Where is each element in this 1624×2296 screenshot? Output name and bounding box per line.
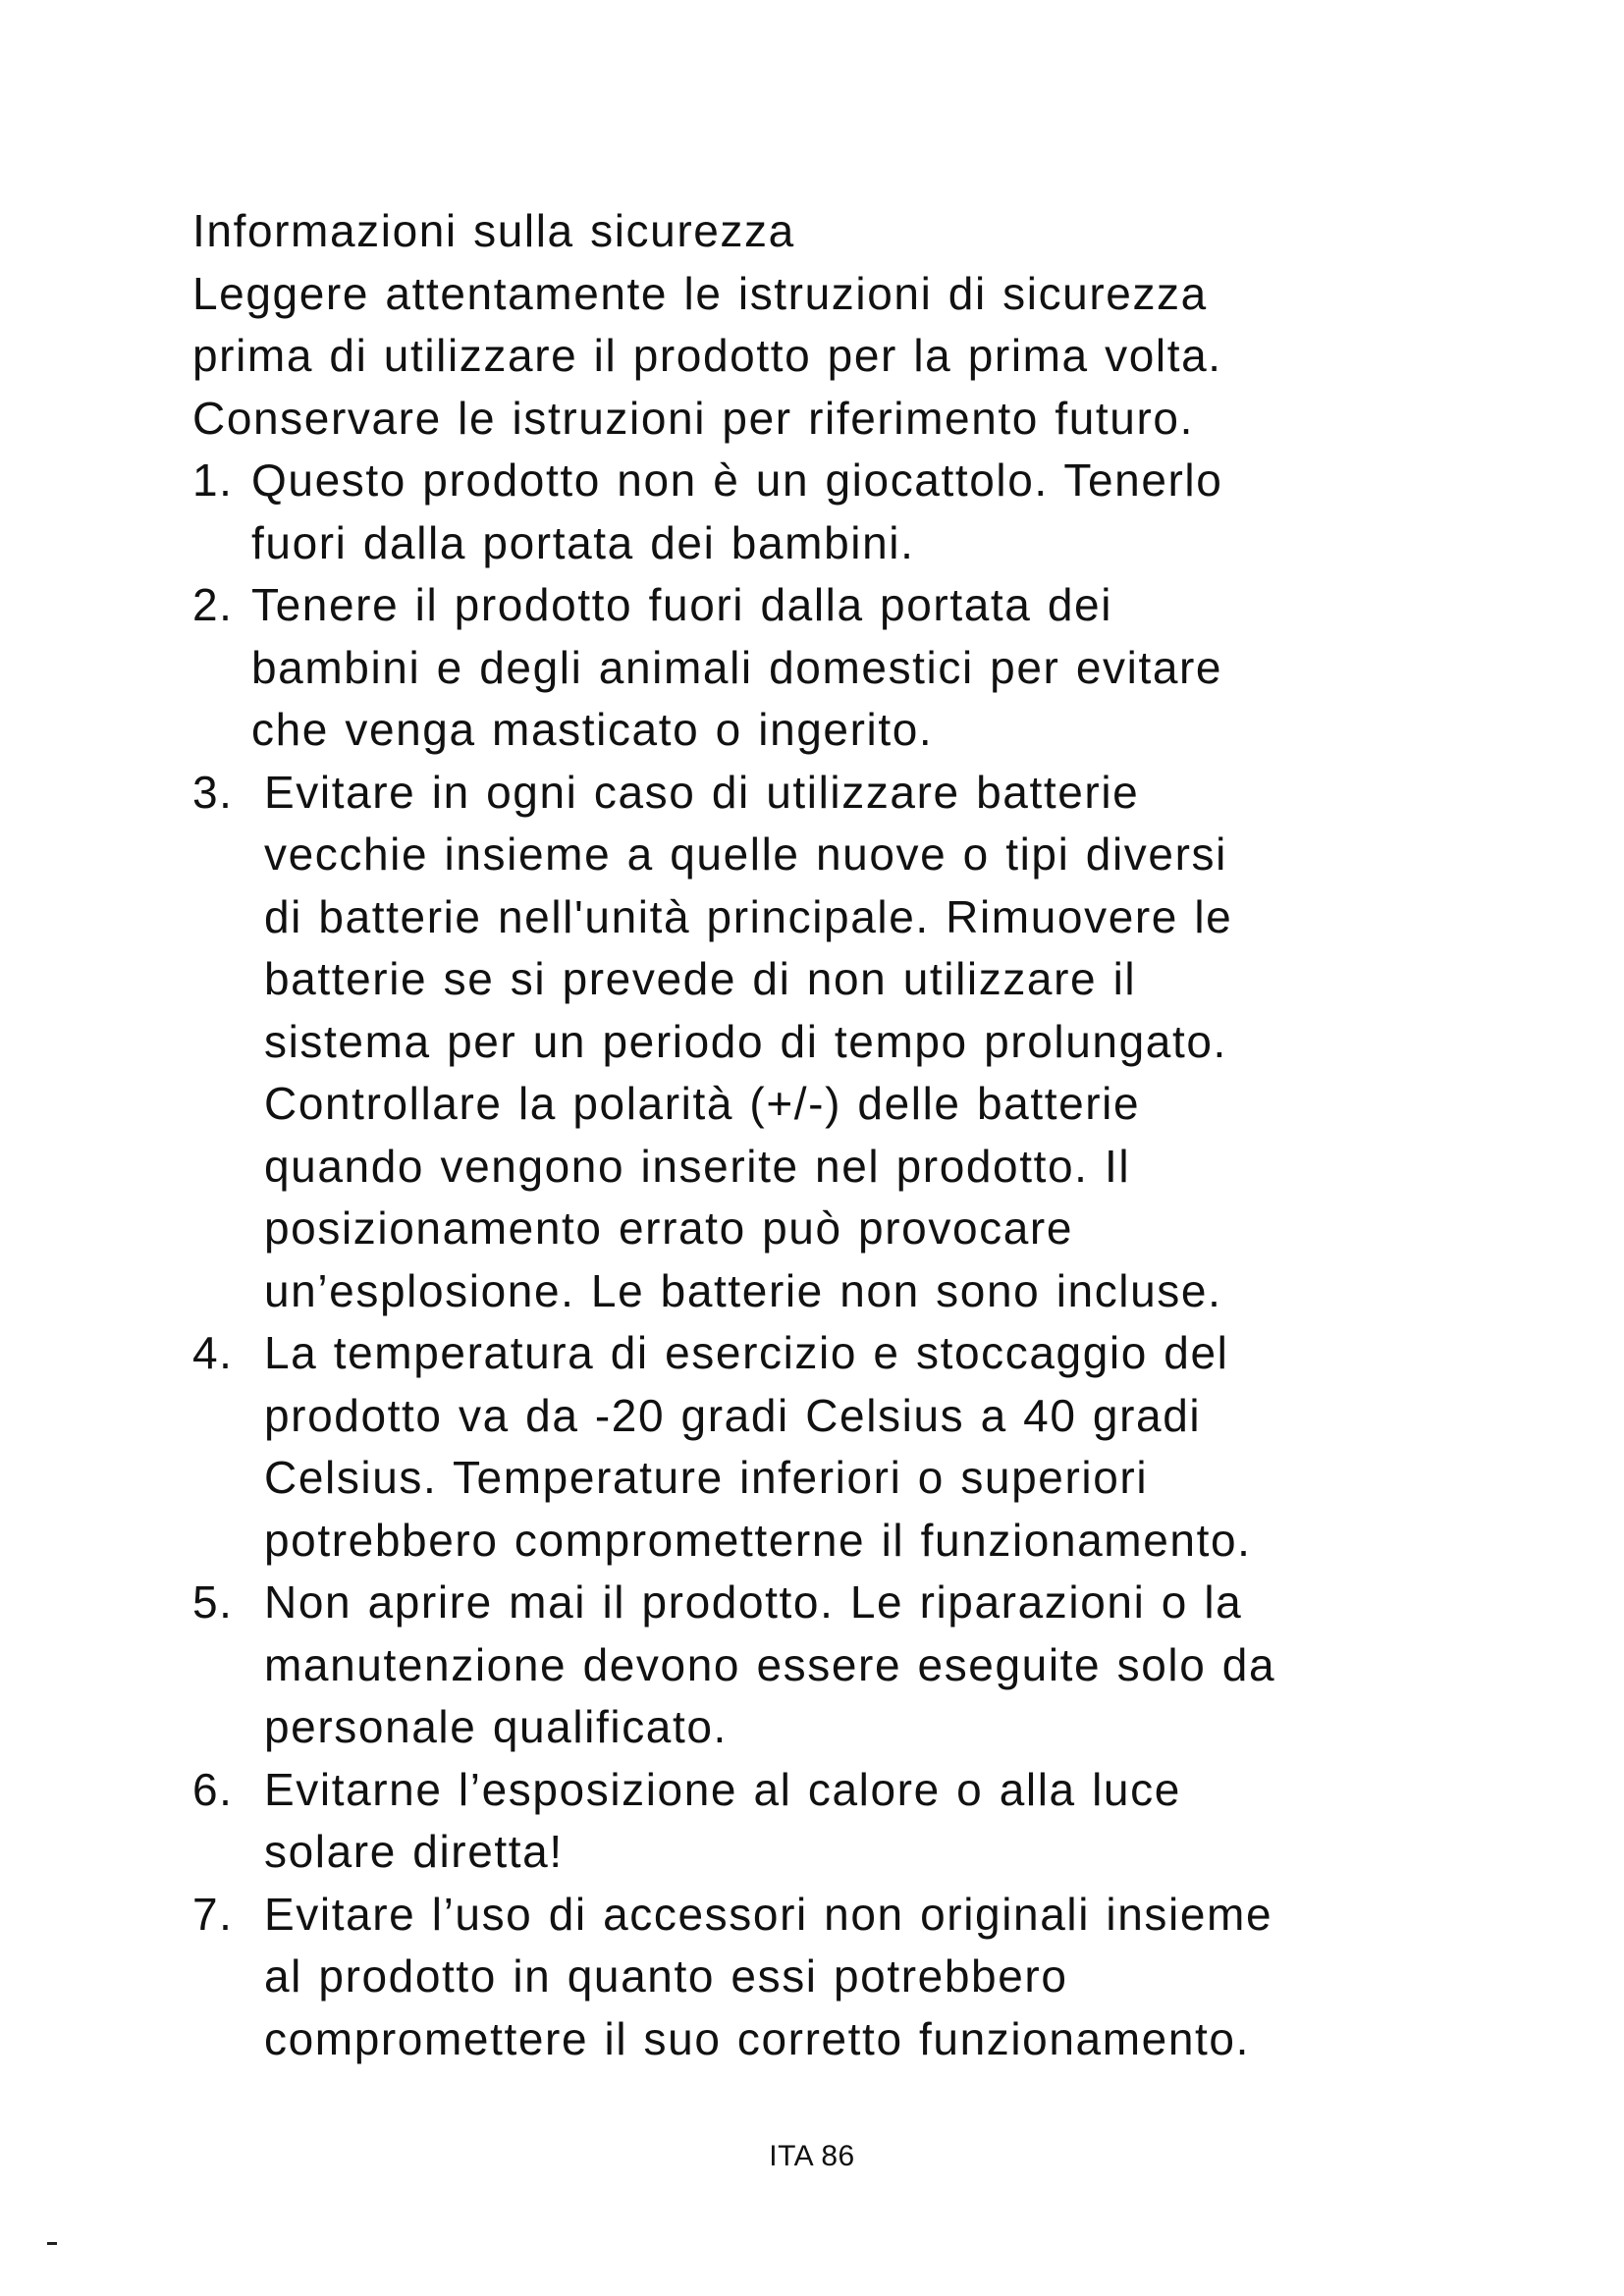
margin-dash-mark bbox=[47, 2242, 57, 2245]
list-item-number: 2. bbox=[192, 579, 234, 630]
list-item-line: un’esplosione. Le batterie non sono incluse. bbox=[264, 1264, 1222, 1316]
list-item-5 bbox=[192, 1572, 1498, 1759]
list-item-line: Evitarne l’esposizione al calore o alla luce bbox=[264, 1763, 1181, 1815]
intro-line: prima di utilizzare il prodotto per la prima volta. bbox=[192, 330, 1222, 381]
list-item-line: Questo prodotto non è un giocattolo. Tenerlo bbox=[251, 454, 1223, 506]
page-number: ITA 86 bbox=[769, 2140, 855, 2172]
list-item-number: 3. bbox=[192, 766, 234, 818]
list-item-line: bambini e degli animali domestici per evitare bbox=[251, 641, 1223, 693]
list-item-line: La temperatura di esercizio e stoccaggio del bbox=[264, 1327, 1229, 1378]
list-item-line: che venga masticato o ingerito. bbox=[251, 704, 934, 755]
list-item-line: quando vengono inserite nel prodotto. Il bbox=[264, 1140, 1131, 1192]
list-item-line: personale qualificato. bbox=[264, 1701, 728, 1752]
list-item-line: Celsius. Temperature inferiori o superiori bbox=[264, 1452, 1149, 1503]
intro-line: Conservare le istruzioni per riferimento futuro. bbox=[192, 392, 1194, 444]
list-item-line: fuori dalla portata dei bambini. bbox=[251, 516, 915, 568]
list-item-line: Tenere il prodotto fuori dalla portata dei bbox=[251, 579, 1113, 630]
list-item-line: al prodotto in quanto essi potrebbero bbox=[264, 1950, 1068, 2002]
list-item-line: potrebbero comprometterne il funzionamento. bbox=[264, 1514, 1252, 1566]
list-item-line: compromettere il suo corretto funzionamento. bbox=[264, 2012, 1250, 2064]
list-item-number: 5. bbox=[192, 1576, 234, 1628]
list-item-line: vecchie insieme a quelle nuove o tipi diversi bbox=[264, 828, 1227, 880]
list-item-line: Evitare l’uso di accessori non originali insieme bbox=[264, 1888, 1273, 1940]
list-item-line: Controllare la polarità (+/-) delle batterie bbox=[264, 1078, 1141, 1129]
list-item-7 bbox=[192, 1884, 1498, 2071]
list-item-4 bbox=[192, 1322, 1498, 1572]
list-item-line: sistema per un periodo di tempo prolungato. bbox=[264, 1015, 1227, 1067]
list-item-2 bbox=[192, 574, 1498, 762]
list-item-number: 1. bbox=[192, 454, 234, 506]
safety-content bbox=[192, 200, 1498, 2070]
list-item-line: prodotto va da -20 gradi Celsius a 40 gradi bbox=[264, 1389, 1202, 1441]
list-item-line: manutenzione devono essere eseguite solo da bbox=[264, 1638, 1276, 1690]
list-item-line: di batterie nell'unità principale. Rimuovere le bbox=[264, 890, 1233, 942]
list-item-number: 6. bbox=[192, 1763, 234, 1815]
section-heading: Informazioni sulla sicurezza bbox=[192, 205, 795, 256]
list-item-line: Non aprire mai il prodotto. Le riparazioni o la bbox=[264, 1576, 1243, 1628]
list-item-number: 7. bbox=[192, 1888, 234, 1940]
list-item-line: posizionamento errato può provocare bbox=[264, 1202, 1074, 1254]
list-item-1 bbox=[192, 450, 1498, 574]
list-item-number: 4. bbox=[192, 1327, 234, 1378]
list-item-line: solare diretta! bbox=[264, 1826, 564, 1877]
list-item-6 bbox=[192, 1759, 1498, 1884]
intro-line: Leggere attentamente le istruzioni di sicurezza bbox=[192, 267, 1208, 319]
list-item-line: batterie se si prevede di non utilizzare il bbox=[264, 953, 1137, 1004]
list-item-line: Evitare in ogni caso di utilizzare batterie bbox=[264, 766, 1140, 818]
list-item-3 bbox=[192, 762, 1498, 1323]
